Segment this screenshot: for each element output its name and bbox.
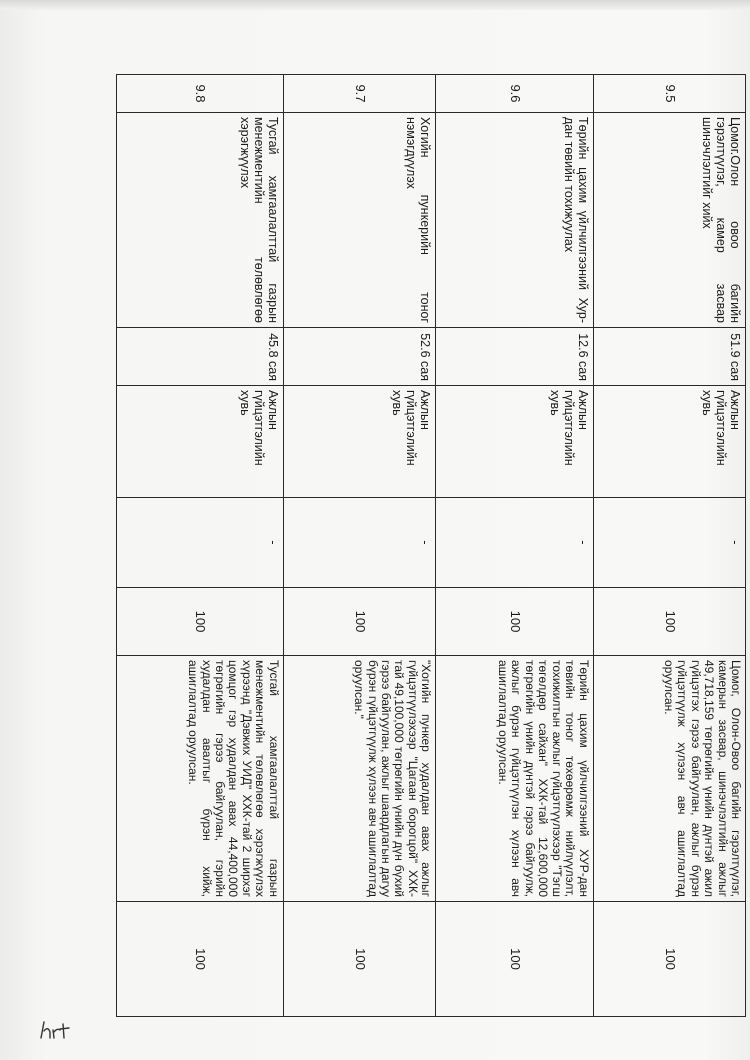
achievement-percent: 100	[593, 902, 745, 1017]
target-percent: 100	[283, 588, 435, 656]
target-percent: 100	[593, 588, 745, 656]
indicator-cell: Ажлын гүйцэтгэлийн хувь	[283, 386, 435, 498]
indicator-cell: Ажлын гүйцэтгэлийн хувь	[593, 386, 745, 498]
budget-cell: 12.6 сая	[436, 328, 593, 386]
measure-name: Төрийн цахим үйлчилгээний Хур-дан төвийн тохижуулах	[436, 113, 593, 328]
budget-cell: 51.9 сая	[593, 328, 745, 386]
row-number: 9.8	[117, 75, 284, 113]
result-text: "Хогийн пункер худалдан авах ажлыг гүйцэтгүүлэхээр "Цагаан борогцой" ХХК-тай 49,100,000 төгрөгийн үнийн дүн бүхий гэрээ байгуулан, ажлыг шаардлагын дагуу бүрэн гүйцэтгүүлж хүлээн авч ашиглалтад оруулсан."	[283, 656, 435, 902]
measure-name: Тусгай хамгаалалттай газрын менежментийн төлөвлөгөө хэрэгжүүлэх	[117, 113, 284, 328]
row-number: 9.6	[436, 75, 593, 113]
table-row	[283, 75, 435, 1017]
measure-name: Хогийн пункерийн тоног нэмэгдүүлэх	[283, 113, 435, 328]
table-row	[436, 75, 593, 1017]
row-number: 9.5	[593, 75, 745, 113]
baseline-cell: -	[436, 498, 593, 588]
target-percent: 100	[436, 588, 593, 656]
budget-cell: 45.8 сая	[117, 328, 284, 386]
scan-edge	[0, 0, 750, 10]
rotated-table-container	[116, 74, 746, 1016]
handwritten-initials	[38, 1018, 78, 1042]
baseline-cell: -	[283, 498, 435, 588]
indicator-cell: Ажлын гүйцэтгэлийн хувь	[436, 386, 593, 498]
measure-name: Цомог.Олон овоо багийн гэрэлтүүлэг, камер засвар шинэчлэлтийг хийх	[593, 113, 745, 328]
result-text: Төрийн цахим үйлчилгээний ХУР-дан төвийн тоног төхөөрөмж нийлүүлэлт, тохижилтын ажлыг гүйцэтгүүлэхээр "Тэгш төгөлдөр сайхан" ХХК-тай 12,600,000 төгрөгийн үнийн дүнтэй гэрээ байгуулж, ажлыг бүрэн гүйцэтгүүлэн хүлээн авч ашиглалтад оруулсан.	[436, 656, 593, 902]
baseline-cell: -	[593, 498, 745, 588]
result-text: Цомог, Олон-Овоо багийн гэрэлтүүлэг, камерын засвар, шинэчлэлтийн ажлыг 49,718,159 төгрөгийн үнийн дүнтэй ажил гүйцэтгэх гэрээ байгуулан, ажлыг бүрэн гүйцэтгүүлж хүлээн авч ашиглалтад оруулсан.	[593, 656, 745, 902]
achievement-percent: 100	[283, 902, 435, 1017]
budget-cell: 52.6 сая	[283, 328, 435, 386]
row-number: 9.7	[283, 75, 435, 113]
indicator-cell: Ажлын гүйцэтгэлийн хувь	[117, 386, 284, 498]
result-text: Тусгай хамгаалалттай газрын менежментийн төлөвлөгөө хэрэгжүүлэх хүрээнд "Дэвжих УИД" ХХК-тай 2 ширхэг цомцог гэр худалдан авах 44,400,000 төгрөгийн гэрээ байгуулан, гэрийн худалдан авалтыг бүрэн хийж, ашиглалтад оруулсан.	[117, 656, 284, 902]
achievement-percent: 100	[436, 902, 593, 1017]
table-row	[593, 75, 745, 1017]
achievement-percent: 100	[117, 902, 284, 1017]
report-table	[116, 74, 746, 1017]
table-row	[117, 75, 284, 1017]
document-table-region	[116, 74, 746, 1016]
target-percent: 100	[117, 588, 284, 656]
baseline-cell: -	[117, 498, 284, 588]
